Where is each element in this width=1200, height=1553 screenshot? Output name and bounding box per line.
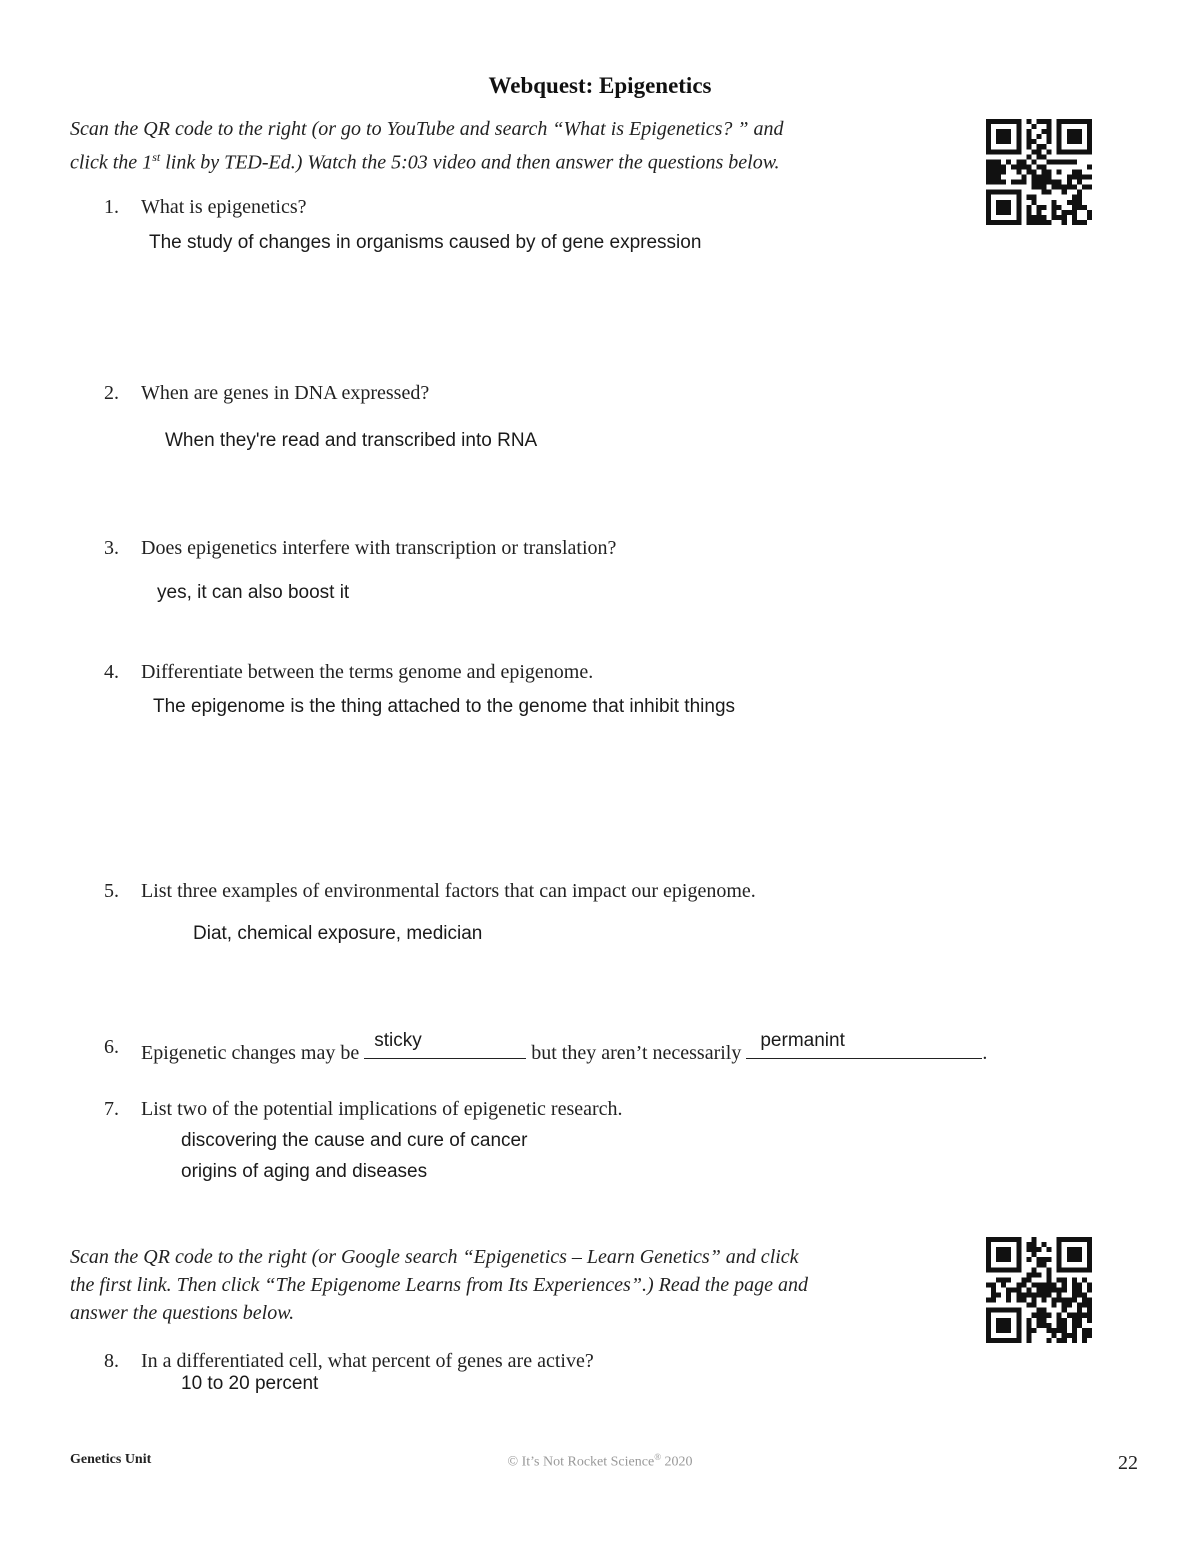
instructions-line: click the 1st link by TED-Ed.) Watch the 5:03 video and then answer the questions below. <box>70 150 780 174</box>
footer-copyright: © It’s Not Rocket Science® 2020 <box>507 1452 693 1470</box>
answer-text[interactable]: The epigenome is the thing attached to the genome that inhibit things <box>153 696 736 717</box>
question-text-part: but they aren’t necessarily <box>531 1042 742 1064</box>
question-text-part: Epigenetic changes may be <box>141 1042 360 1064</box>
question-number: 8. <box>104 1350 119 1372</box>
instructions-line: the first link. Then click “The Epigenome Learns from Its Experiences”.) Read the page and <box>70 1274 809 1296</box>
question-text <box>141 1030 988 1065</box>
question-number: 2. <box>104 382 119 404</box>
question-number: 7. <box>104 1098 119 1120</box>
fill-in-blank[interactable] <box>746 1030 982 1059</box>
answer-text[interactable]: yes, it can also boost it <box>157 582 350 603</box>
question-text: When are genes in DNA expressed? <box>141 382 430 404</box>
page-title: Webquest: Epigenetics <box>488 73 712 98</box>
instructions-line: answer the questions below. <box>70 1302 295 1324</box>
question-text: List three examples of environmental factors that can impact our epigenome. <box>141 880 756 902</box>
fill-in-blank[interactable] <box>364 1030 526 1059</box>
blank-answer[interactable]: sticky <box>374 1030 422 1051</box>
instructions-line: Scan the QR code to the right (or Google search “Epigenetics – Learn Genetics” and click <box>70 1246 799 1268</box>
qr-code-icon <box>986 1237 1092 1343</box>
footer-unit-label: Genetics Unit <box>70 1452 152 1467</box>
question-text-part: . <box>982 1042 988 1064</box>
page-number: 22 <box>1118 1452 1138 1474</box>
question-number: 4. <box>104 661 119 683</box>
question-number: 1. <box>104 196 119 218</box>
blank-answer[interactable]: permanint <box>760 1030 845 1051</box>
answer-text[interactable]: Diat, chemical exposure, medician <box>193 923 483 944</box>
question-text: Differentiate between the terms genome and epigenome. <box>141 661 594 683</box>
question-text: Does epigenetics interfere with transcription or translation? <box>141 537 617 559</box>
question-text: What is epigenetics? <box>141 196 307 218</box>
question-number: 6. <box>104 1036 119 1058</box>
instructions-section-1 <box>70 115 970 177</box>
instructions-section-2 <box>70 1243 970 1327</box>
instructions-line: Scan the QR code to the right (or go to YouTube and search “What is Epigenetics? ” and <box>70 118 784 140</box>
question-number: 3. <box>104 537 119 559</box>
answer-text[interactable]: The study of changes in organisms caused by of gene expression <box>149 232 702 253</box>
answer-text[interactable]: discovering the cause and cure of cancer <box>181 1130 528 1151</box>
question-text: In a differentiated cell, what percent of genes are active? <box>141 1350 594 1372</box>
answer-text[interactable]: When they're read and transcribed into RNA <box>165 430 538 451</box>
answer-text[interactable]: 10 to 20 percent <box>181 1373 319 1394</box>
answer-text[interactable]: origins of aging and diseases <box>181 1161 428 1182</box>
question-number: 5. <box>104 880 119 902</box>
qr-code-icon <box>986 119 1092 225</box>
question-text: List two of the potential implications of epigenetic research. <box>141 1098 623 1120</box>
